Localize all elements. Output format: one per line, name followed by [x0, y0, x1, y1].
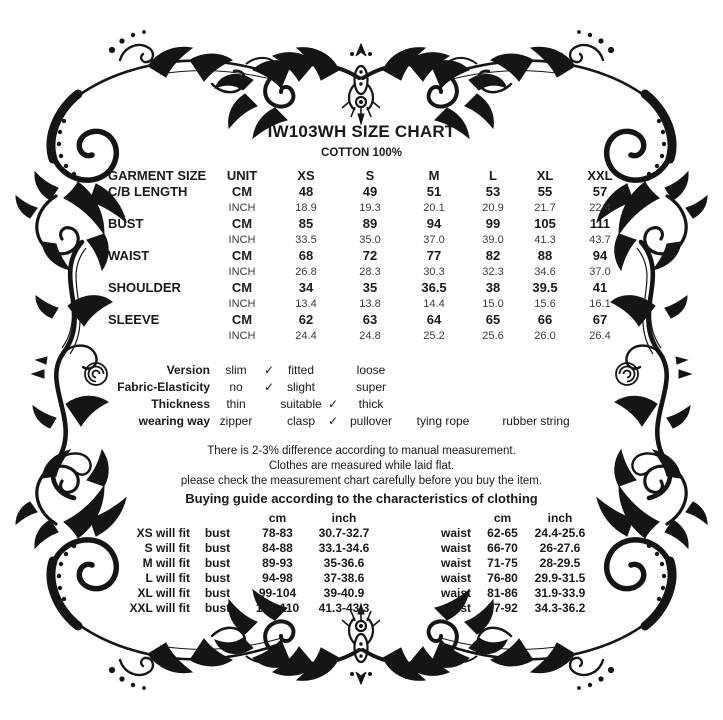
- attribute-cell: fitted: [287, 363, 314, 377]
- waist-label: waist: [440, 526, 471, 540]
- table-row: [108, 312, 723, 328]
- attribute-cell: [484, 396, 588, 413]
- attribute-row-wearing-way: [0, 413, 723, 430]
- waist-inch-value: 26-27.6: [539, 541, 581, 555]
- value-cell: 35: [362, 280, 378, 295]
- attribute-cell: no: [229, 380, 243, 394]
- value-cell: 20.1: [423, 202, 445, 214]
- checkmark-icon: ✓: [327, 397, 339, 411]
- row-label: [108, 264, 210, 280]
- table-row: [108, 216, 723, 232]
- value-cell: 13.4: [295, 298, 317, 310]
- waist-inch-value: 24.4-25.6: [534, 526, 586, 540]
- note-line: There is 2-3% difference according to manual measurement.: [207, 445, 516, 457]
- attribute-row-thickness: [0, 396, 723, 413]
- empty-cell: [78, 511, 190, 526]
- waist-inch-value: 31.9-33.9: [534, 586, 586, 600]
- row-label: WAIST: [108, 248, 150, 263]
- spacer: [378, 541, 432, 556]
- waist-cm-value: 87-92: [487, 601, 518, 615]
- value-cell: 24.4: [295, 330, 317, 342]
- bust-inch-value: 33.1-34.6: [318, 541, 370, 555]
- size-header-xs: XS: [297, 168, 315, 183]
- attributes-section: [0, 362, 723, 430]
- unit-cell: CM: [231, 184, 253, 199]
- bust-cm-value: 99-104: [258, 586, 297, 600]
- value-cell: 48: [298, 184, 314, 199]
- attribute-cell: [402, 396, 484, 413]
- row-label: SLEEVE: [108, 312, 160, 327]
- attribute-cell: loose: [356, 363, 386, 377]
- waist-cm-value: 76-80: [487, 571, 518, 585]
- fit-size-label: XXL will fit: [129, 601, 190, 615]
- value-cell: 25.6: [482, 330, 504, 342]
- value-cell: 94: [592, 248, 608, 263]
- value-cell: 13.8: [359, 298, 381, 310]
- value-cell: 63: [362, 312, 378, 327]
- waist-inch-value: 28-29.5: [539, 556, 581, 570]
- attribute-cell: [402, 379, 484, 396]
- value-cell: 34.6: [534, 266, 556, 278]
- waist-label: waist: [440, 556, 471, 570]
- attribute-cell: slight: [286, 380, 315, 394]
- value-cell: 55: [537, 184, 553, 199]
- value-cell: 72: [362, 248, 378, 263]
- attribute-cell: pullover: [349, 414, 393, 428]
- buying-guide-row: [78, 541, 723, 556]
- value-cell: 82: [485, 248, 501, 263]
- row-label: [108, 296, 210, 312]
- garment-size-table: [108, 168, 723, 344]
- checkmark-icon: [262, 396, 276, 413]
- bust-label: bust: [204, 601, 231, 615]
- value-cell: 39.0: [482, 234, 504, 246]
- bust-label: bust: [204, 586, 231, 600]
- value-cell: 15.0: [482, 298, 504, 310]
- value-cell: 77: [426, 248, 442, 263]
- value-cell: 26.0: [534, 330, 556, 342]
- table-row: [108, 232, 723, 248]
- value-cell: 41.3: [534, 234, 556, 246]
- fit-size-label: XL will fit: [137, 586, 190, 600]
- value-cell: 66: [537, 312, 553, 327]
- bust-cm-value: 84-88: [262, 541, 293, 555]
- value-cell: 21.7: [534, 202, 556, 214]
- note-line: Clothes are measured while laid flat.: [268, 460, 455, 472]
- table-row: [108, 200, 723, 216]
- cm-header: cm: [268, 511, 287, 525]
- table-row: [108, 296, 723, 312]
- value-cell: 99: [485, 216, 501, 231]
- attribute-cell: [484, 362, 588, 379]
- value-cell: 16.1: [589, 298, 611, 310]
- size-header-xxl: XXL: [587, 168, 613, 183]
- bust-inch-value: 41.3-43.3: [318, 601, 370, 615]
- value-cell: 51: [426, 184, 442, 199]
- page-title: IW103WH SIZE CHART: [267, 122, 456, 141]
- row-label: [108, 328, 210, 344]
- inch-header: inch: [331, 511, 357, 525]
- value-cell: 111: [589, 216, 611, 231]
- table-row: [108, 328, 723, 344]
- size-header-s: S: [365, 168, 375, 183]
- spacer: [378, 526, 432, 541]
- attribute-label: wearing way: [138, 414, 210, 428]
- unit-cell: INCH: [228, 202, 256, 214]
- row-label: SHOULDER: [108, 280, 181, 295]
- checkmark-icon: ✓: [263, 380, 275, 394]
- value-cell: 28.3: [359, 266, 381, 278]
- unit-cell: CM: [231, 280, 253, 295]
- buying-guide-row: [78, 556, 723, 571]
- attribute-cell: super: [355, 380, 387, 394]
- value-cell: 37.0: [423, 234, 445, 246]
- bust-label: bust: [204, 526, 231, 540]
- unit-cell: INCH: [228, 234, 256, 246]
- value-cell: 43.7: [589, 234, 611, 246]
- waist-inch-value: 29.9-31.5: [534, 571, 586, 585]
- buying-guide-row: [78, 526, 723, 541]
- value-cell: 105: [534, 216, 556, 231]
- spacer: [378, 556, 432, 571]
- attribute-cell: [402, 362, 484, 379]
- buying-guide-row: [78, 586, 723, 601]
- checkmark-icon: [326, 379, 340, 396]
- attribute-row-version: [0, 362, 723, 379]
- value-cell: 62: [298, 312, 314, 327]
- spacer: [378, 601, 432, 616]
- row-label: [108, 232, 210, 248]
- waist-cm-value: 66-70: [487, 541, 518, 555]
- bust-cm-value: 78-83: [262, 526, 293, 540]
- buying-guide-row: [78, 571, 723, 586]
- fit-size-label: L will fit: [145, 571, 190, 585]
- attribute-cell: suitable: [280, 397, 322, 411]
- bust-cm-value: 89-93: [262, 556, 293, 570]
- row-label: BUST: [108, 216, 144, 231]
- unit-cell: CM: [231, 248, 253, 263]
- attribute-cell: [484, 379, 588, 396]
- garment-size-header: GARMENT SIZE: [108, 168, 207, 183]
- value-cell: 89: [362, 216, 378, 231]
- fit-size-label: XS will fit: [136, 526, 190, 540]
- value-cell: 34: [298, 280, 314, 295]
- value-cell: 14.4: [423, 298, 445, 310]
- bust-inch-value: 39-40.9: [323, 586, 365, 600]
- size-header-m: M: [428, 168, 440, 183]
- table-row: [108, 280, 723, 296]
- size-header-xl: XL: [536, 168, 554, 183]
- fabric-subtitle: COTTON 100%: [321, 147, 402, 159]
- attribute-label: Version: [166, 363, 210, 377]
- row-label: C/B LENGTH: [108, 184, 188, 199]
- waist-inch-value: 34.3-36.2: [534, 601, 586, 615]
- empty-cell: [190, 511, 245, 526]
- attribute-cell: thin: [226, 397, 246, 411]
- value-cell: 65: [485, 312, 501, 327]
- cm-header: cm: [493, 511, 512, 525]
- waist-label: waist: [440, 541, 471, 555]
- note-line: please check the measurement chart carefully before you buy the item.: [180, 475, 543, 487]
- checkmark-icon: ✓: [263, 363, 275, 377]
- checkmark-icon: ✓: [327, 414, 339, 428]
- value-cell: 68: [298, 248, 314, 263]
- value-cell: 41: [592, 280, 608, 295]
- value-cell: 37.0: [589, 266, 611, 278]
- value-cell: 15.6: [534, 298, 556, 310]
- value-cell: 32.3: [482, 266, 504, 278]
- buying-guide-table: [0, 511, 723, 616]
- value-cell: 22.4: [589, 202, 611, 214]
- unit-cell: INCH: [228, 330, 256, 342]
- attribute-label: Thickness: [151, 397, 210, 411]
- table-row: [108, 264, 723, 280]
- fit-size-label: M will fit: [142, 556, 190, 570]
- waist-label: waist: [440, 571, 471, 585]
- attribute-cell: tying rope: [416, 414, 470, 428]
- value-cell: 94: [426, 216, 442, 231]
- unit-header: UNIT: [226, 168, 258, 183]
- row-label: [108, 200, 210, 216]
- checkmark-icon: [262, 413, 276, 430]
- value-cell: 24.8: [359, 330, 381, 342]
- waist-label: waist: [440, 601, 471, 615]
- attribute-cell: slim: [225, 363, 247, 377]
- value-cell: 26.4: [589, 330, 611, 342]
- spacer: [378, 571, 432, 586]
- value-cell: 18.9: [295, 202, 317, 214]
- attribute-cell: rubber string: [502, 414, 570, 428]
- bust-label: bust: [204, 571, 231, 585]
- bust-inch-value: 35-36.6: [323, 556, 365, 570]
- bust-inch-value: 37-38.6: [323, 571, 365, 585]
- table-row: [108, 184, 723, 200]
- measurement-notes: [0, 444, 723, 489]
- bust-label: bust: [204, 556, 231, 570]
- unit-cell: INCH: [228, 266, 256, 278]
- value-cell: 39.5: [532, 280, 558, 295]
- value-cell: 67: [592, 312, 608, 327]
- unit-cell: CM: [231, 312, 253, 327]
- value-cell: 64: [426, 312, 442, 327]
- value-cell: 49: [362, 184, 378, 199]
- value-cell: 53: [485, 184, 501, 199]
- value-cell: 19.3: [359, 202, 381, 214]
- inch-header: inch: [547, 511, 573, 525]
- value-cell: 30.3: [423, 266, 445, 278]
- unit-cell: INCH: [228, 298, 256, 310]
- attribute-row-elasticity: [0, 379, 723, 396]
- waist-cm-value: 62-65: [487, 526, 518, 540]
- buying-guide-row: [78, 601, 723, 616]
- value-cell: 57: [592, 184, 608, 199]
- waist-cm-value: 71-75: [487, 556, 518, 570]
- value-cell: 26.8: [295, 266, 317, 278]
- attribute-cell: clasp: [286, 414, 315, 428]
- buying-guide-title: Buying guide according to the characteristics of clothing: [185, 491, 538, 506]
- value-cell: 25.2: [423, 330, 445, 342]
- attribute-label: Fabric-Elasticity: [117, 380, 210, 394]
- waist-cm-value: 81-86: [487, 586, 518, 600]
- spacer: [378, 511, 432, 526]
- bust-cm-value: 94-98: [262, 571, 293, 585]
- table-header-row: [108, 168, 723, 184]
- table-row: [108, 248, 723, 264]
- bust-cm-value: 105-110: [255, 601, 300, 615]
- value-cell: 85: [298, 216, 314, 231]
- value-cell: 35.0: [359, 234, 381, 246]
- bust-inch-value: 30.7-32.7: [318, 526, 370, 540]
- attribute-cell: zipper: [219, 414, 253, 428]
- value-cell: 38: [485, 280, 501, 295]
- spacer: [378, 586, 432, 601]
- buying-guide-header-row: [78, 511, 723, 526]
- value-cell: 36.5: [421, 280, 447, 295]
- unit-cell: CM: [231, 216, 253, 231]
- value-cell: 20.9: [482, 202, 504, 214]
- value-cell: 88: [537, 248, 553, 263]
- empty-cell: [432, 511, 480, 526]
- waist-label: waist: [440, 586, 471, 600]
- bust-label: bust: [204, 541, 231, 555]
- checkmark-icon: [326, 362, 340, 379]
- fit-size-label: S will fit: [144, 541, 190, 555]
- size-header-l: L: [489, 168, 497, 183]
- value-cell: 33.5: [295, 234, 317, 246]
- attribute-cell: thick: [358, 397, 384, 411]
